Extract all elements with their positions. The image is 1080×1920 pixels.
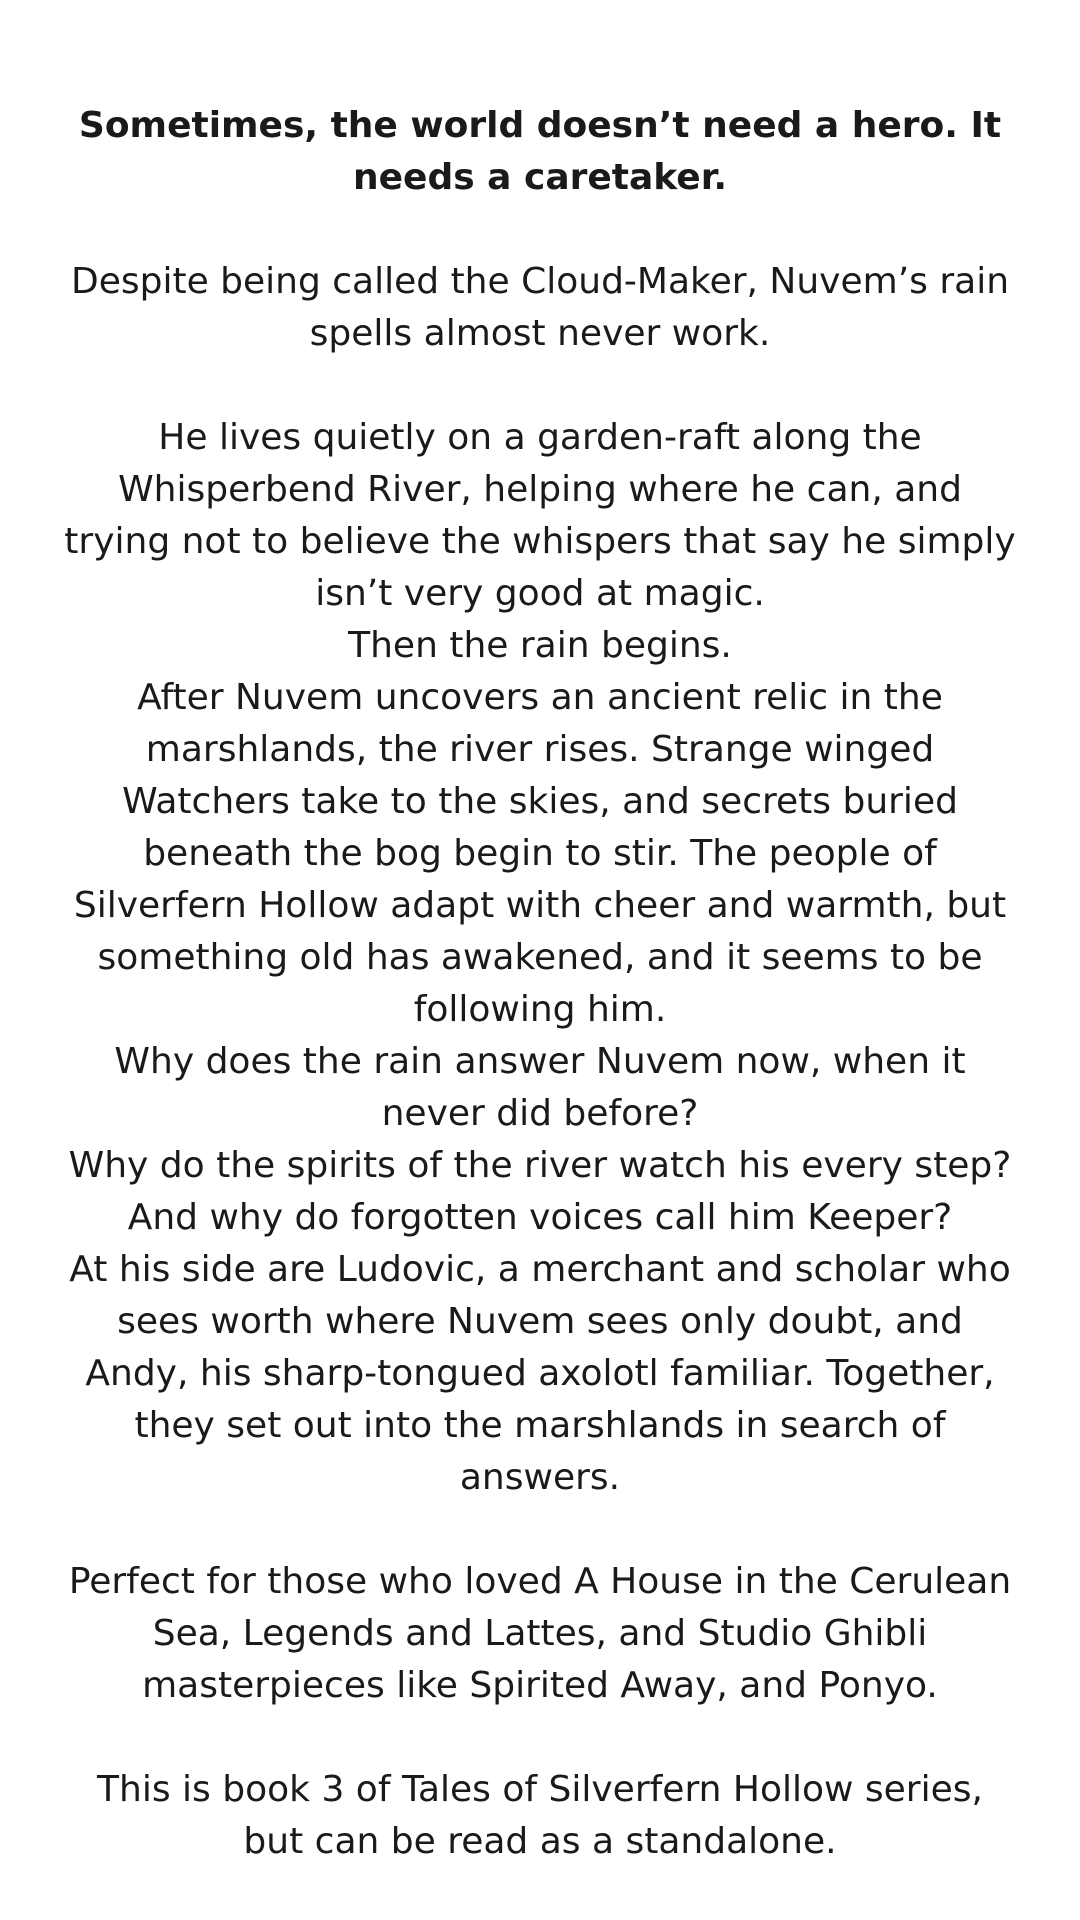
paragraph-setting: He lives quietly on a garden-raft along the Whisperbend River, helping where he can, and trying not to believe the whispers that say he simply isn’t very good at magic.: [64, 417, 1016, 614]
paragraph-companions: At his side are Ludovic, a merchant and scholar who sees worth where Nuvem sees only doubt, and Andy, his sharp-tongued axolotl familiar. Together, they set out into the marshlands in search of answers.: [69, 1249, 1011, 1498]
spacer: [62, 360, 1018, 412]
paragraph-premise: Despite being called the Cloud-Maker, Nuvem’s rain spells almost never work.: [70, 261, 1010, 354]
paragraph-comparisons: Perfect for those who loved A House in the Cerulean Sea, Legends and Lattes, and Studio Ghibli masterpieces like Spirited Away, and Ponyo.: [68, 1561, 1012, 1706]
tagline: Sometimes, the world doesn’t need a hero. It needs a caretaker.: [78, 105, 1002, 198]
spacer: [62, 1712, 1018, 1764]
paragraph-question-3: And why do forgotten voices call him Keeper?: [127, 1197, 953, 1238]
paragraph-rain-begins: Then the rain begins.: [348, 625, 732, 666]
paragraph-question-1: Why does the rain answer Nuvem now, when it never did before?: [114, 1041, 966, 1134]
paragraph-question-2: Why do the spirits of the river watch his every step?: [68, 1145, 1012, 1186]
spacer: [62, 204, 1018, 256]
spacer: [62, 1504, 1018, 1556]
paragraph-series-note: This is book 3 of Tales of Silverfern Hollow series, but can be read as a standalone.: [97, 1769, 983, 1862]
paragraph-plot: After Nuvem uncovers an ancient relic in the marshlands, the river rises. Strange winged Watchers take to the skies, and secrets buried beneath the bog begin to stir. The people of Silverfern Hollow adapt with cheer and warmth, but something old has awakened, and it seems to be following him.: [73, 677, 1007, 1030]
